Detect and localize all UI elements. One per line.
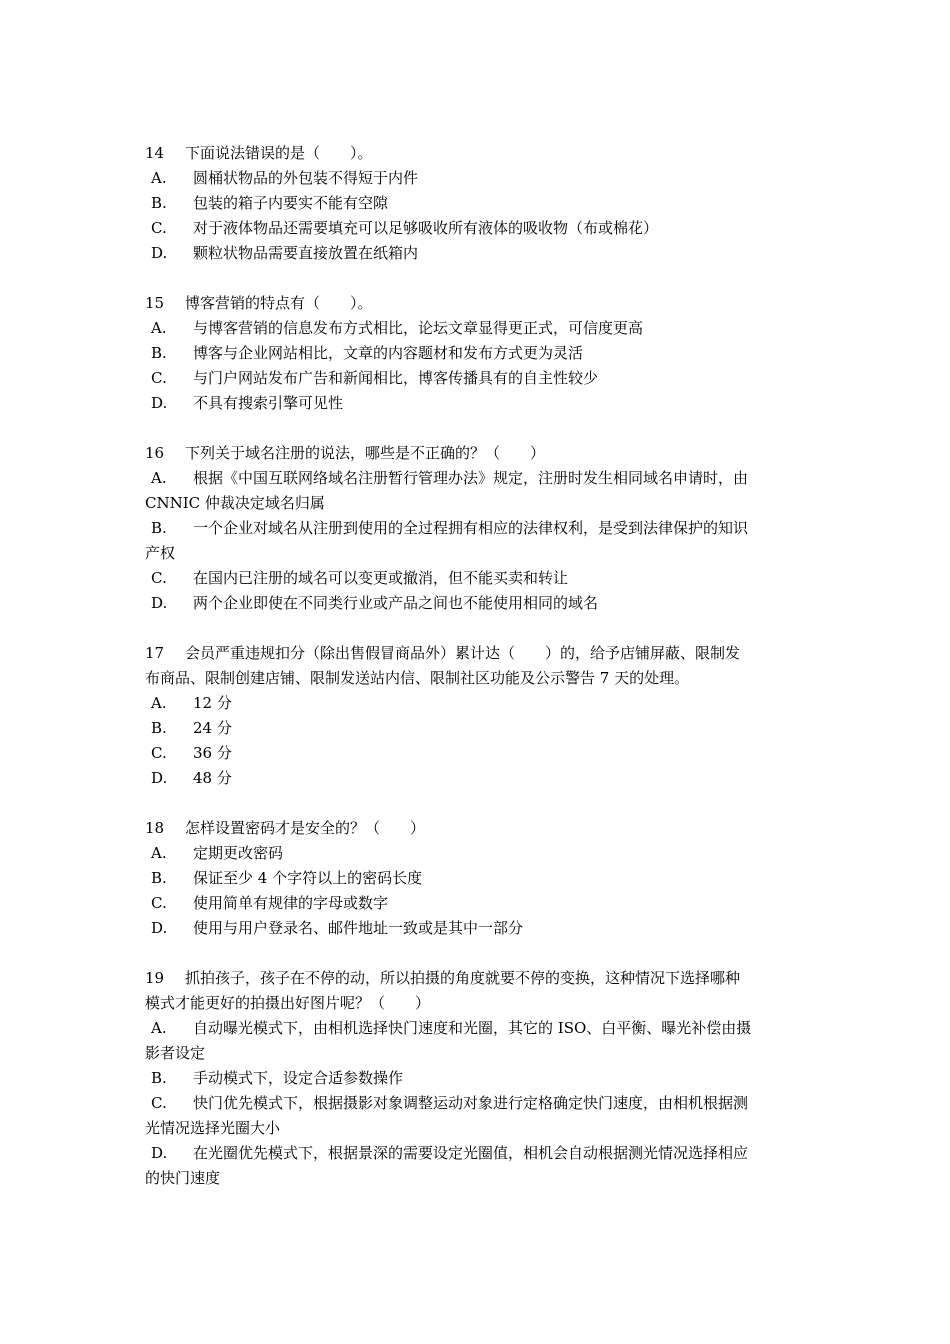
option-label: C. [151,894,167,912]
question-stem [145,141,810,166]
option-b [145,866,810,891]
option-label: A. [151,319,167,337]
question-text: 怎样设置密码才是安全的？（ ） [185,819,426,837]
option-text: 根据《中国互联网络域名注册暂行管理办法》规定，注册时发生相同域名申请时，由 [193,469,749,487]
question-number: 19 [145,969,165,987]
question-stem [145,641,810,666]
option-b-continuation: 产权 [145,544,176,562]
option-label: C. [151,369,167,387]
option-label: B. [151,1069,167,1087]
option-d [145,241,810,266]
option-a [145,1016,810,1041]
option-text: 自动曝光模式下，由相机选择快门速度和光圈，其它的 ISO、白平衡、曝光补偿由摄 [193,1019,752,1037]
question-text: 抓拍孩子，孩子在不停的动，所以拍摄的角度就要不停的变换，这种情况下选择哪种 [185,969,741,987]
option-text: 颗粒状物品需要直接放置在纸箱内 [193,244,419,262]
question-text: 下列关于域名注册的说法，哪些是不正确的？（ ） [185,444,546,462]
option-text: 使用与用户登录名、邮件地址一致或是其中一部分 [193,919,524,937]
option-d [145,591,810,616]
question-16 [145,441,810,616]
option-text: 36 分 [193,744,232,762]
question-18 [145,816,810,941]
option-text: 定期更改密码 [193,844,284,862]
option-label: D. [151,394,168,412]
option-label: D. [151,244,168,262]
option-label: A. [151,469,167,487]
option-text: 快门优先模式下，根据摄影对象调整运动对象进行定格确定快门速度，由相机根据测 [193,1094,749,1112]
option-label: D. [151,594,168,612]
question-text: 下面说法错误的是（ ）。 [185,144,373,162]
question-stem [145,291,810,316]
option-label: B. [151,519,167,537]
option-label: A. [151,844,167,862]
question-text: 博客营销的特点有（ ）。 [185,294,373,312]
option-b [145,516,810,541]
option-d [145,1141,810,1166]
option-label: D. [151,1144,168,1162]
option-a [145,466,810,491]
option-b [145,341,810,366]
option-text: 博客与企业网站相比，文章的内容题材和发布方式更为灵活 [193,344,584,362]
option-a [145,166,810,191]
option-b [145,191,810,216]
option-text: 保证至少 4 个字符以上的密码长度 [193,869,423,887]
option-text: 两个企业即使在不同类行业或产品之间也不能使用相同的域名 [193,594,599,612]
question-15 [145,291,810,416]
option-text: 24 分 [193,719,232,737]
question-list [145,141,810,1216]
option-label: A. [151,1019,167,1037]
question-number: 15 [145,294,165,312]
option-a [145,841,810,866]
option-d [145,916,810,941]
option-label: B. [151,344,167,362]
option-c [145,566,810,591]
option-label: D. [151,769,168,787]
question-number: 14 [145,144,165,162]
option-text: 在光圈优先模式下，根据景深的需要设定光圈值，相机会自动根据测光情况选择相应 [193,1144,749,1162]
option-c [145,741,810,766]
option-label: C. [151,1094,167,1112]
question-number: 17 [145,644,165,662]
option-c [145,1091,810,1116]
option-a [145,691,810,716]
option-label: D. [151,919,168,937]
option-label: B. [151,194,167,212]
option-d-continuation: 的快门速度 [145,1169,221,1187]
option-a-continuation: 影者设定 [145,1044,206,1062]
option-label: A. [151,169,167,187]
question-stem [145,966,810,991]
option-text: 包装的箱子内要实不能有空隙 [193,194,389,212]
option-label: B. [151,719,167,737]
option-b [145,1066,810,1091]
option-text: 不具有搜索引擎可见性 [193,394,344,412]
option-text: 12 分 [193,694,232,712]
option-d [145,391,810,416]
option-text: 圆桶状物品的外包装不得短于内件 [193,169,419,187]
option-label: C. [151,219,167,237]
option-text: 一个企业对域名从注册到使用的全过程拥有相应的法律权利，是受到法律保护的知识 [193,519,749,537]
option-text: 在国内已注册的域名可以变更或撤消，但不能买卖和转让 [193,569,569,587]
question-number: 16 [145,444,165,462]
option-c-continuation: 光情况选择光圈大小 [145,1119,281,1137]
question-number: 18 [145,819,165,837]
option-d [145,766,810,791]
question-17 [145,641,810,791]
option-b [145,716,810,741]
option-label: C. [151,569,167,587]
question-stem-continuation: 布商品、限制创建店铺、限制发送站内信、限制社区功能及公示警告 7 天的处理。 [145,669,690,687]
question-text: 会员严重违规扣分（除出售假冒商品外）累计达（ ）的，给予店铺屏蔽、限制发 [185,644,741,662]
option-a [145,316,810,341]
option-c [145,366,810,391]
option-label: A. [151,694,167,712]
question-stem-continuation: 模式才能更好的拍摄出好图片呢？（ ） [145,994,431,1012]
option-a-continuation: CNNIC 仲裁决定域名归属 [145,494,325,512]
question-14 [145,141,810,266]
option-c [145,891,810,916]
option-text: 手动模式下，设定合适参数操作 [193,1069,404,1087]
question-19 [145,966,810,1191]
question-stem [145,441,810,466]
option-text: 使用简单有规律的字母或数字 [193,894,389,912]
option-c [145,216,810,241]
option-label: C. [151,744,167,762]
option-text: 对于液体物品还需要填充可以足够吸收所有液体的吸收物（布或棉花） [193,219,659,237]
question-stem [145,816,810,841]
option-text: 与博客营销的信息发布方式相比，论坛文章显得更正式，可信度更高 [193,319,644,337]
option-label: B. [151,869,167,887]
option-text: 48 分 [193,769,232,787]
option-text: 与门户网站发布广告和新闻相比，博客传播具有的自主性较少 [193,369,599,387]
